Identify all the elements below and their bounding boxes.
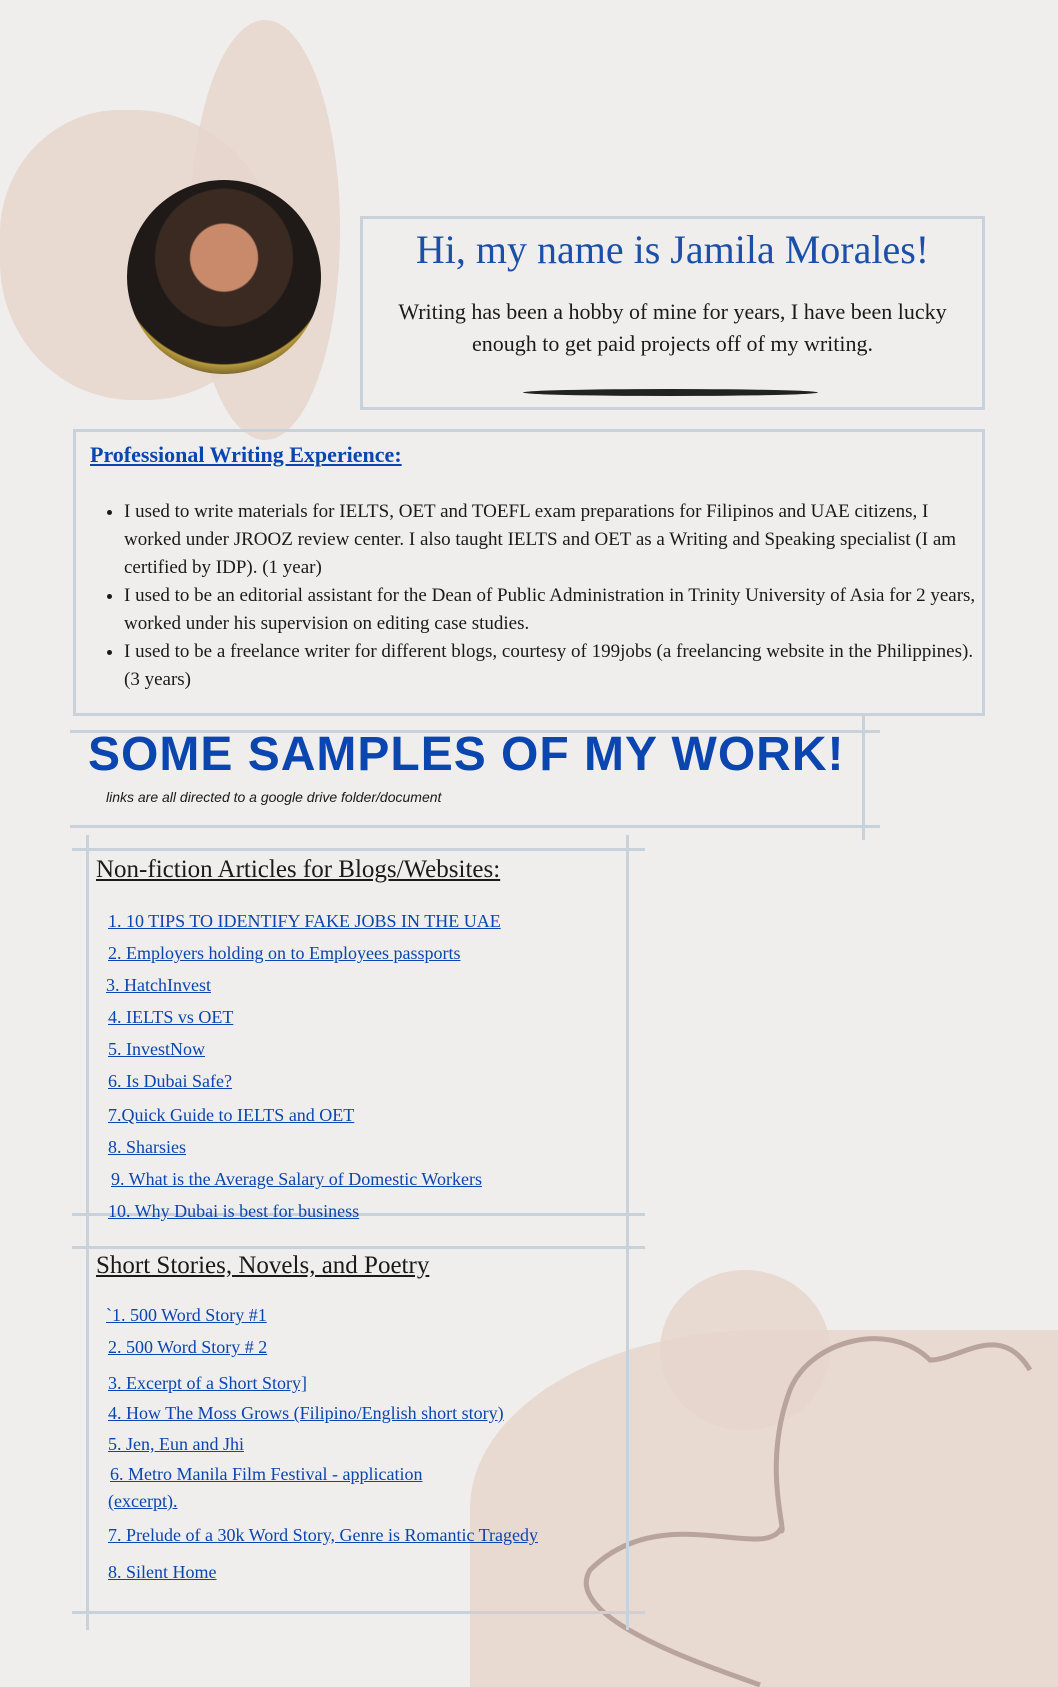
divider: [72, 1246, 645, 1249]
experience-item: • I used to be a freelance writer for different blogs, courtesy of 199jobs (a freelancing website in the Philippines). (3 years): [124, 638, 984, 694]
divider: [862, 716, 865, 840]
divider: [70, 825, 880, 828]
divider: [86, 835, 89, 1630]
experience-item: • I used to write materials for IELTS, OET and TOEFL exam preparations for Filipinos and UAE citizens, I worked under JROOZ review center. I also taught IELTS and OET as a Writing and Speaking specialist (I am certified by IDP). (1 year): [124, 498, 984, 582]
profile-photo: [127, 180, 321, 374]
decor-squiggle: [560, 1300, 1050, 1687]
article-link[interactable]: 5. InvestNow: [108, 1039, 205, 1059]
story-link[interactable]: (excerpt).: [108, 1491, 178, 1511]
story-link[interactable]: 3. Excerpt of a Short Story]: [108, 1373, 307, 1393]
article-link[interactable]: 10. Why Dubai is best for business: [108, 1201, 360, 1221]
story-link[interactable]: `1. 500 Word Story #1: [106, 1305, 267, 1325]
article-link[interactable]: 1. 10 TIPS TO IDENTIFY FAKE JOBS IN THE UAE: [108, 911, 501, 931]
article-link[interactable]: 2. Employers holding on to Employees passports: [108, 943, 461, 963]
article-link[interactable]: 9. What is the Average Salary of Domestic Workers: [111, 1169, 482, 1189]
article-link[interactable]: 4. IELTS vs OET: [108, 1007, 234, 1027]
story-link[interactable]: 7. Prelude of a 30k Word Story, Genre is Romantic Tragedy: [108, 1525, 538, 1545]
divider: [72, 1611, 645, 1614]
article-link[interactable]: 7.Quick Guide to IELTS and OET: [108, 1105, 355, 1125]
story-link[interactable]: 8. Silent Home: [108, 1562, 217, 1582]
divider: [626, 835, 629, 1630]
brush-stroke: [523, 389, 818, 396]
experience-item: • I used to be an editorial assistant for the Dean of Public Administration in Trinity University of Asia for 2 years, worked under his supervision on editing case studies.: [124, 582, 984, 638]
article-link[interactable]: 6. Is Dubai Safe?: [108, 1071, 232, 1091]
experience-title: Professional Writing Experience:: [90, 442, 402, 467]
nonfiction-heading: Non-fiction Articles for Blogs/Websites:: [96, 856, 501, 883]
article-link[interactable]: 3. HatchInvest: [106, 975, 211, 995]
intro-text: Writing has been a hobby of mine for years, I have been lucky enough to get paid projects off of my writing.: [398, 299, 947, 356]
article-link[interactable]: 8. Sharsies: [108, 1137, 186, 1157]
divider: [72, 848, 645, 851]
page-title: Hi, my name is Jamila Morales!: [415, 227, 930, 272]
fiction-heading: Short Stories, Novels, and Poetry: [96, 1252, 430, 1279]
story-link[interactable]: 2. 500 Word Story # 2: [108, 1337, 268, 1357]
story-link[interactable]: 5. Jen, Eun and Jhi: [108, 1434, 244, 1454]
samples-heading: SOME SAMPLES OF MY WORK!: [88, 728, 845, 781]
story-link[interactable]: 6. Metro Manila Film Festival - application: [110, 1464, 423, 1484]
story-link[interactable]: 4. How The Moss Grows (Filipino/English short story): [108, 1403, 504, 1423]
samples-note: links are all directed to a google drive folder/document: [106, 789, 442, 805]
experience-list: [100, 498, 984, 694]
